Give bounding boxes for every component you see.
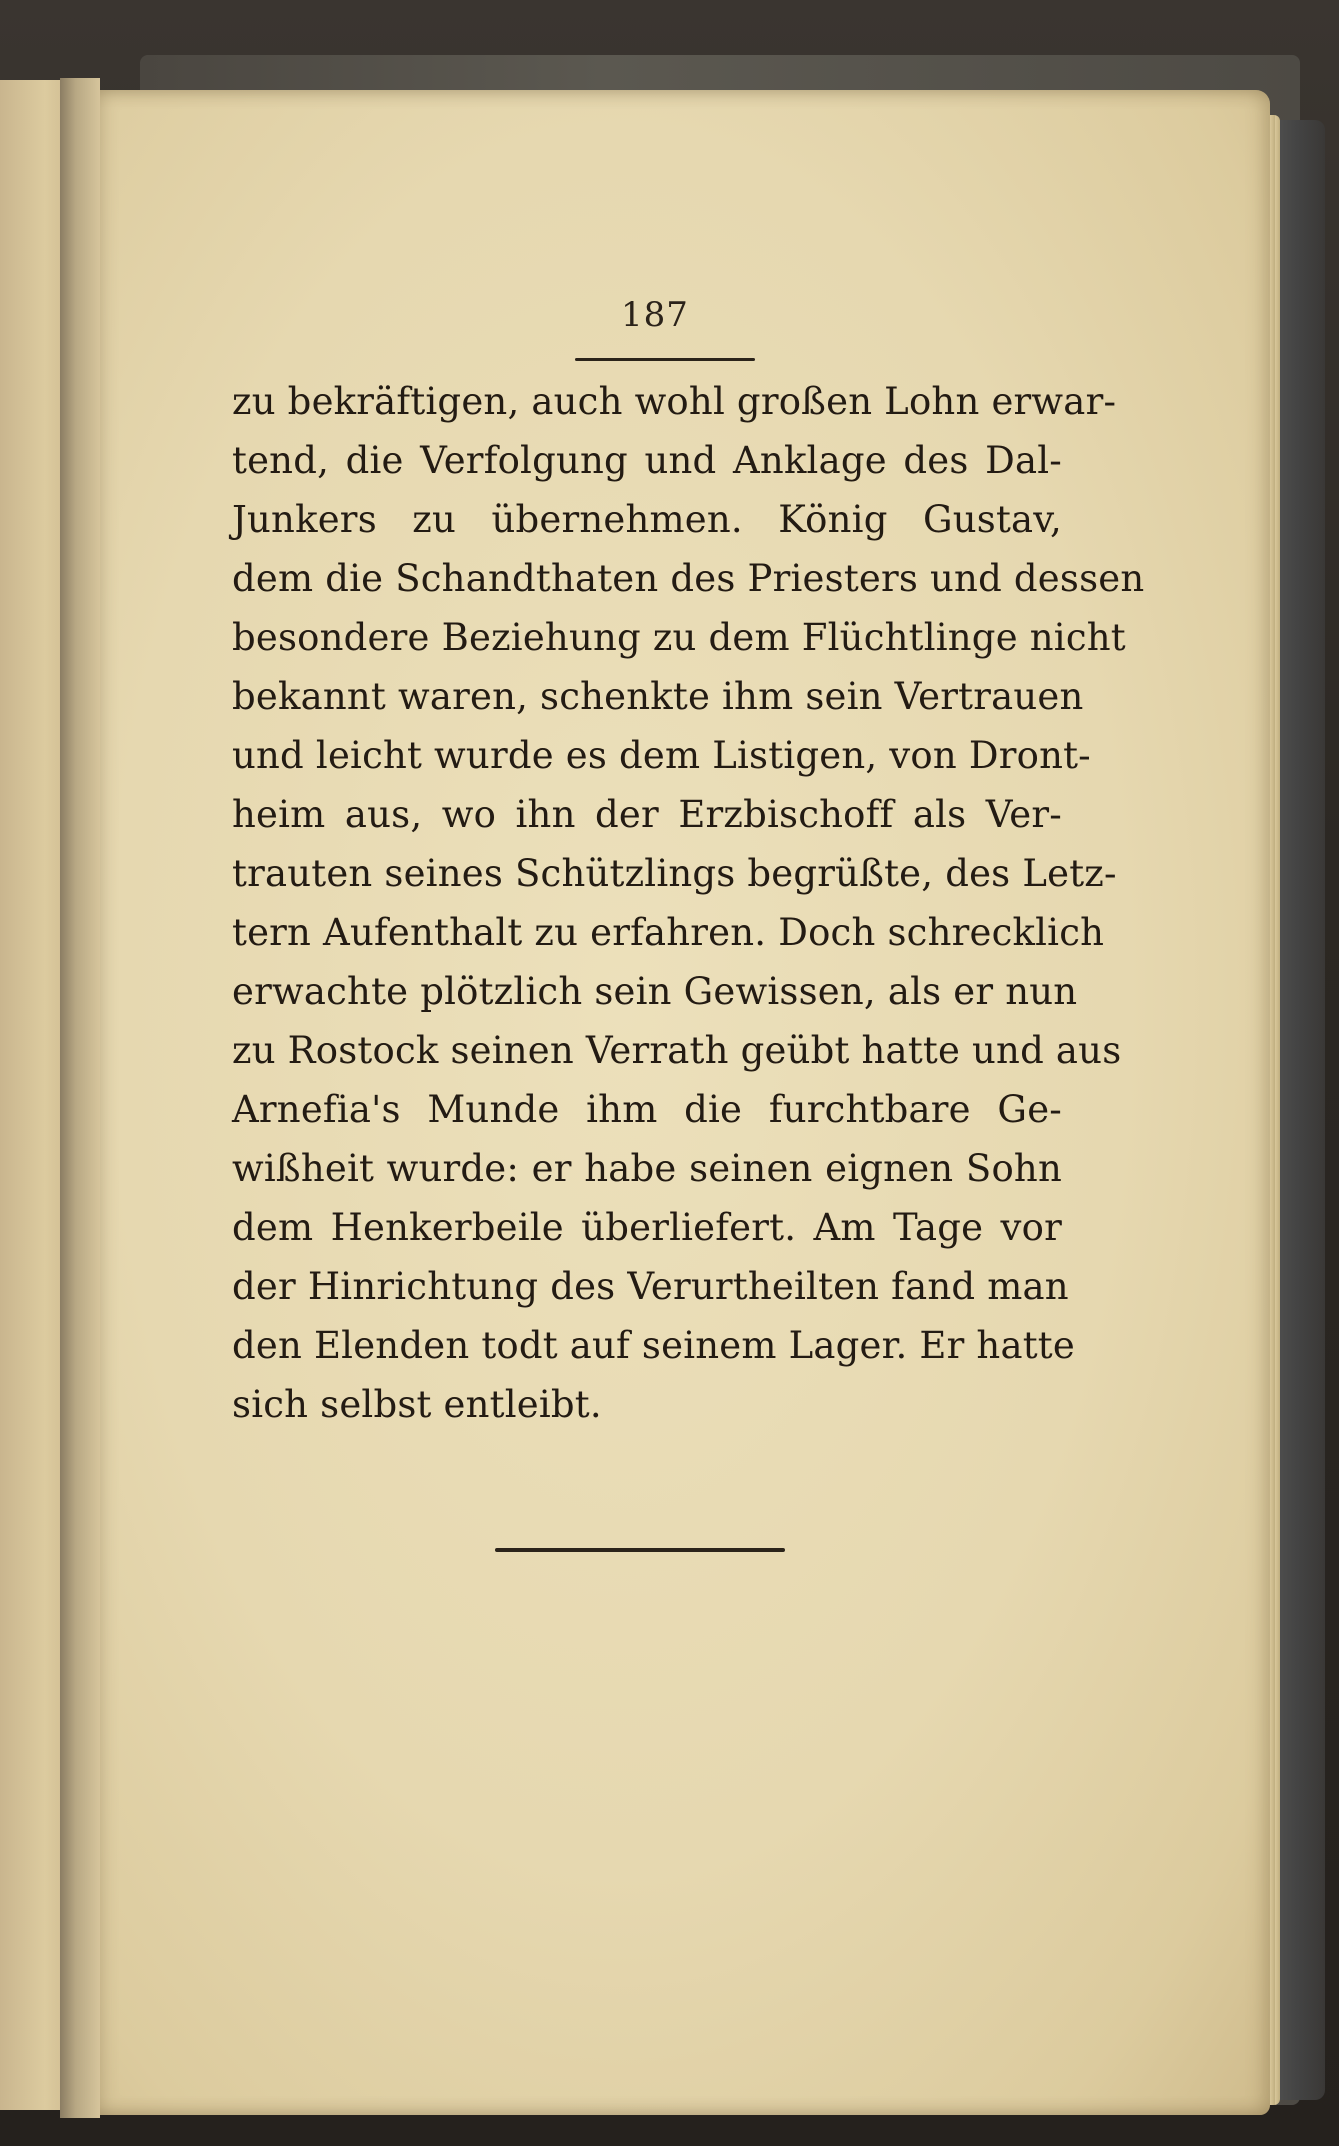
text-line: tern Aufenthalt zu erfahren. Doch schrecklich bbox=[232, 911, 1105, 954]
text-line: der Hinrichtung des Verurtheilten fand man bbox=[232, 1265, 1069, 1308]
text-line: Arnefia's Munde ihm die furchtbare Ge- bbox=[232, 1088, 1062, 1131]
text-line: tend, die Verfolgung und Anklage des Dal- bbox=[232, 439, 1062, 482]
text-line: zu Rostock seinen Verrath geübt hatte und aus bbox=[232, 1029, 1122, 1072]
header-rule bbox=[575, 358, 755, 361]
book-gutter bbox=[60, 78, 100, 2118]
text-line: heim aus, wo ihn der Erzbischoff als Ver- bbox=[232, 793, 1062, 836]
text-line: bekannt waren, schenkte ihm sein Vertrauen bbox=[232, 675, 1084, 718]
text-line: Junkers zu übernehmen. König Gustav, bbox=[232, 498, 1062, 541]
text-line-last: sich selbst entleibt. bbox=[232, 1383, 602, 1426]
text-line: den Elenden todt auf seinem Lager. Er hatte bbox=[232, 1324, 1075, 1367]
text-line: zu bekräftigen, auch wohl großen Lohn erwar- bbox=[232, 380, 1117, 423]
page-number: 187 bbox=[621, 295, 689, 335]
text-body bbox=[232, 372, 1145, 1434]
text-line: trauten seines Schützlings begrüßte, des Letz- bbox=[232, 852, 1117, 895]
text-line: und leicht wurde es dem Listigen, von Dront- bbox=[232, 734, 1091, 777]
text-line: wißheit wurde: er habe seinen eignen Sohn bbox=[232, 1147, 1062, 1190]
text-line: besondere Beziehung zu dem Flüchtlinge nicht bbox=[232, 616, 1126, 659]
text-line: dem die Schandthaten des Priesters und dessen bbox=[232, 557, 1145, 600]
end-rule bbox=[495, 1548, 785, 1552]
text-line: erwachte plötzlich sein Gewissen, als er nun bbox=[232, 970, 1078, 1013]
text-line: dem Henkerbeile überliefert. Am Tage vor bbox=[232, 1206, 1062, 1249]
